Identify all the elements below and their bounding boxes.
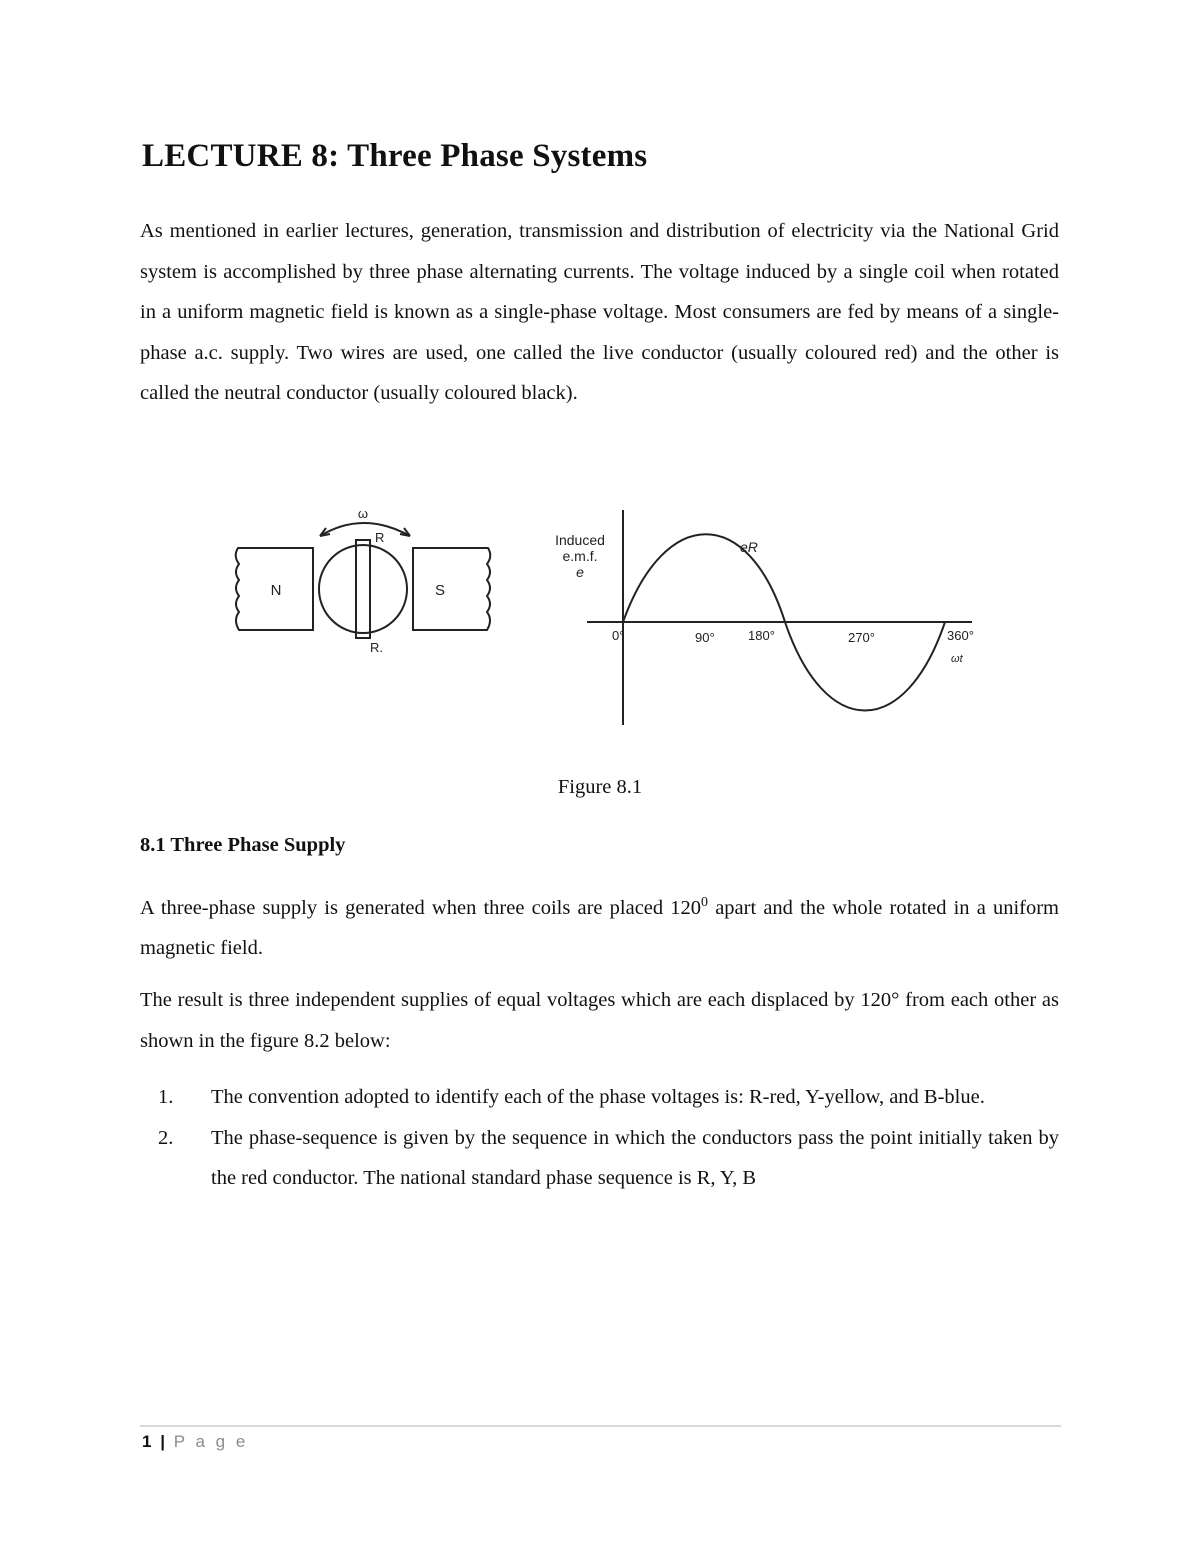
south-label: S <box>434 582 446 599</box>
coil-conductor <box>356 540 370 638</box>
superscript-zero: 0 <box>701 895 709 910</box>
tick-label-0: 0° <box>612 628 625 643</box>
magnet-diagram <box>236 523 491 638</box>
footer-separator: | <box>160 1432 165 1451</box>
y-label-2: e.m.f. <box>562 548 598 564</box>
list-text: The phase-sequence is given by the sequence in which the conductors pass the point initially taken by the red conductor. The national standard phase sequence is R, Y, B <box>211 1126 1059 1190</box>
intro-paragraph: As mentioned in earlier lectures, generation, transmission and distribution of electricity via the National Grid system is accomplished by three phase alternating currents. The voltage induced by a single coil when rotated in a uniform magnetic field is known as a single-phase voltage. Most consumers are fed by means of a single-phase a.c. supply. Two wires are used, one called the live conductor (usually coloured red) and the other is called the neutral conductor (usually coloured black). <box>140 220 1059 405</box>
convention-list <box>140 1077 1059 1199</box>
y-label-3: e <box>576 564 584 580</box>
list-number: 1. <box>158 1086 174 1108</box>
rotation-arrow <box>320 523 410 536</box>
result-paragraph: The result is three independent supplies of equal voltages which are each displaced by 120° from each other as shown in the figure 8.2 below: <box>140 989 1059 1052</box>
tick-label-90: 90° <box>695 630 715 645</box>
tick-label-180: 180° <box>748 628 775 643</box>
x-axis-label: ωt <box>951 653 963 665</box>
section-heading: 8.1 Three Phase Supply <box>140 834 346 856</box>
north-label: N <box>270 582 282 599</box>
page-word: P a g e <box>173 1432 249 1451</box>
figure-8-1 <box>220 500 1000 730</box>
tick-label-270: 270° <box>848 630 875 645</box>
curve-label: eR <box>740 539 758 555</box>
tick-label-360: 360° <box>947 628 974 643</box>
list-number: 2. <box>158 1126 174 1149</box>
coil-top-label: R <box>375 530 385 545</box>
footer-divider <box>140 1425 1061 1427</box>
list-item <box>140 1077 1059 1118</box>
list-item <box>140 1118 1059 1199</box>
page-title: LECTURE 8: Three Phase Systems <box>142 138 648 174</box>
figure-caption: Figure 8.1 <box>557 776 643 798</box>
y-label-1: Induced <box>555 532 605 548</box>
rotation-label: ω <box>357 506 369 521</box>
south-pole <box>413 548 490 630</box>
coil-bottom-label: R. <box>370 640 383 655</box>
page-footer <box>142 1432 248 1452</box>
list-text: The convention adopted to identify each of the phase voltages is: R-red, Y-yellow, and B-blue. <box>211 1086 985 1108</box>
paragraph-text-rest: apart and the whole rotated in a uniform magnetic field. <box>140 896 1059 960</box>
emf-graph <box>587 510 972 725</box>
paragraph-text: A three-phase supply is generated when three coils are placed 120 <box>140 896 702 919</box>
page-number: 1 <box>142 1432 152 1451</box>
three-phase-paragraph <box>140 883 1059 969</box>
coil-circle <box>319 545 407 633</box>
